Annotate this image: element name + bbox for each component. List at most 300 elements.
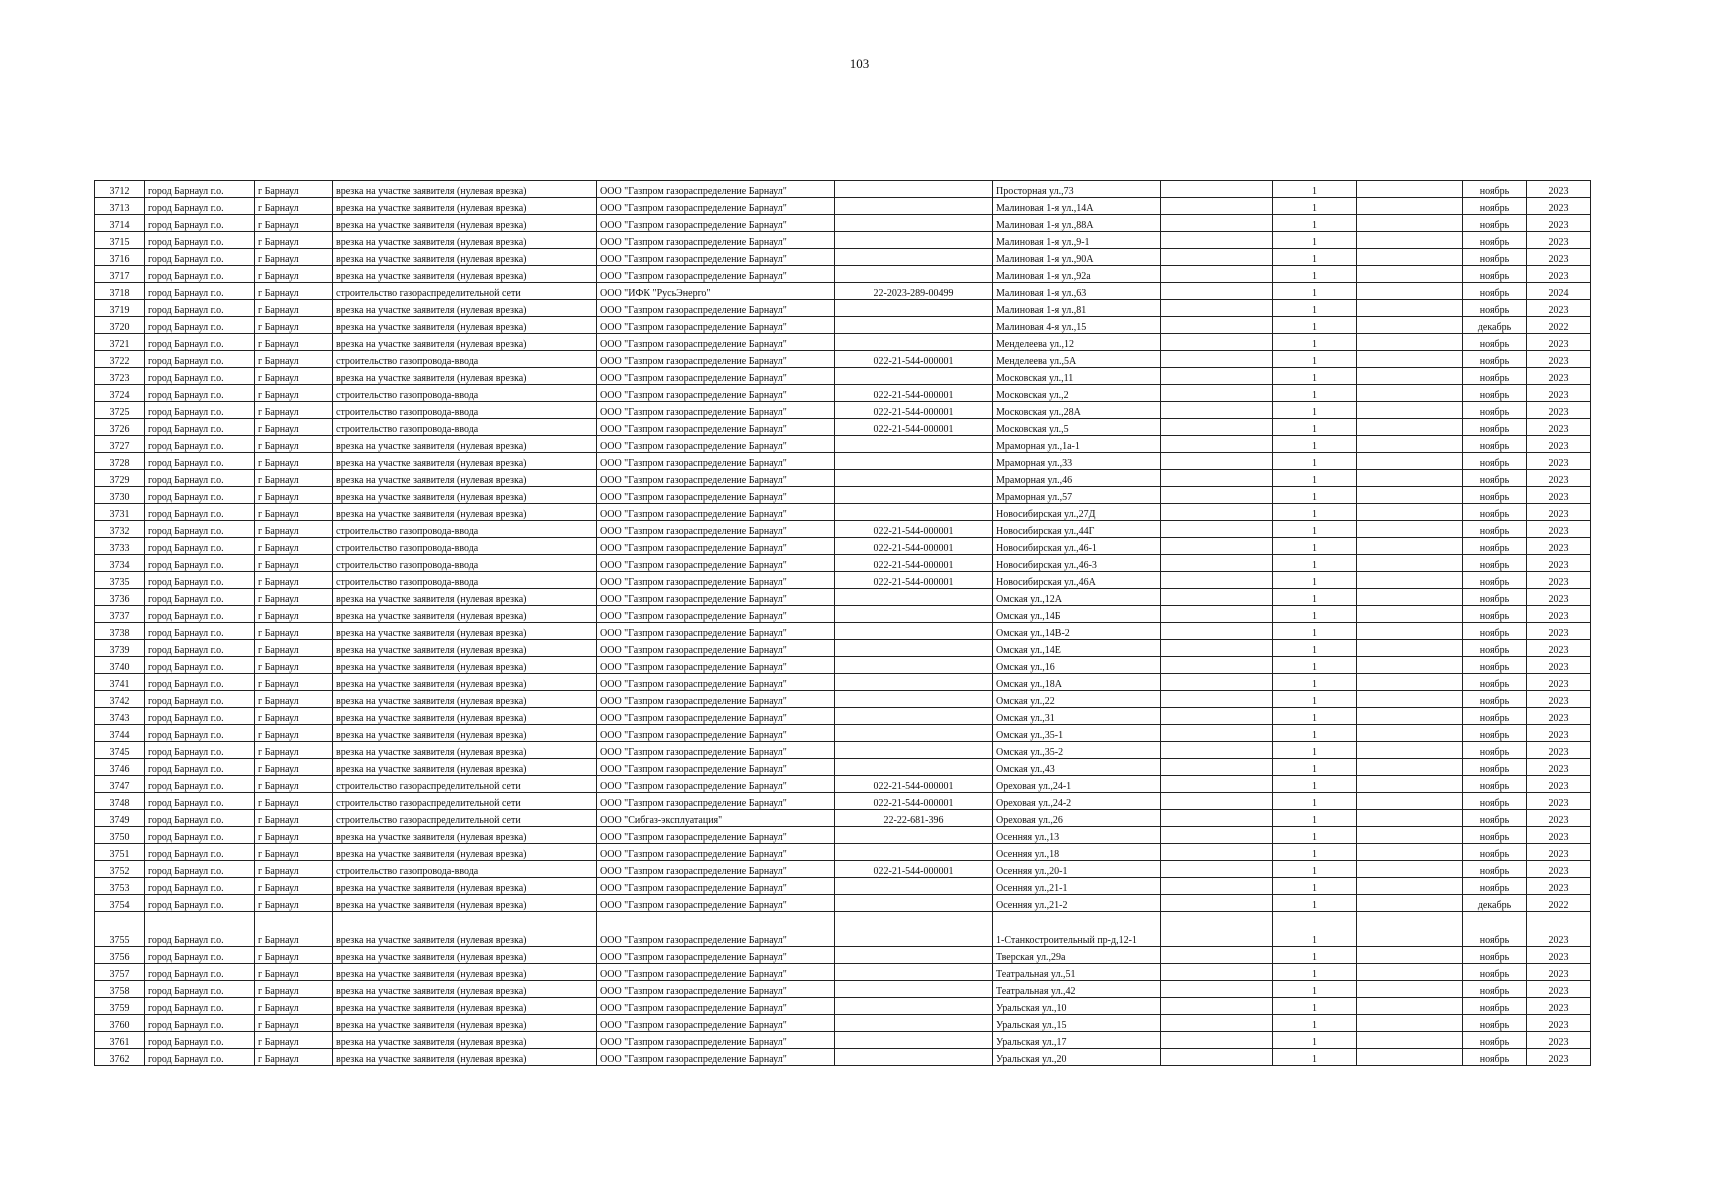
year-cell: 2023 (1527, 249, 1591, 266)
program-code-cell (835, 589, 993, 606)
organization-cell: ООО "Газпром газораспределение Барнаул" (597, 742, 835, 759)
month-cell: ноябрь (1463, 657, 1527, 674)
quantity-cell: 1 (1273, 538, 1357, 555)
empty-cell (1161, 470, 1273, 487)
row-number-cell: 3750 (95, 827, 145, 844)
empty-cell (1357, 742, 1463, 759)
work-type-cell: врезка на участке заявителя (нулевая врезка) (333, 657, 597, 674)
page-number: 103 (849, 56, 870, 71)
organization-cell: ООО "Газпром газораспределение Барнаул" (597, 317, 835, 334)
municipality-cell: город Барнаул г.о. (145, 861, 255, 878)
work-type-cell: врезка на участке заявителя (нулевая врезка) (333, 947, 597, 964)
table-row (95, 742, 1591, 759)
empty-cell (1357, 436, 1463, 453)
table-row (95, 419, 1591, 436)
municipality-cell: город Барнаул г.о. (145, 708, 255, 725)
municipality-cell: город Барнаул г.о. (145, 181, 255, 198)
row-number-cell: 3757 (95, 964, 145, 981)
month-cell: ноябрь (1463, 725, 1527, 742)
month-cell: ноябрь (1463, 691, 1527, 708)
municipality-cell: город Барнаул г.о. (145, 351, 255, 368)
quantity-cell: 1 (1273, 623, 1357, 640)
empty-cell (1357, 198, 1463, 215)
empty-cell (1161, 606, 1273, 623)
quantity-cell: 1 (1273, 657, 1357, 674)
row-number-cell: 3740 (95, 657, 145, 674)
month-cell: ноябрь (1463, 759, 1527, 776)
municipality-cell: город Барнаул г.о. (145, 1049, 255, 1066)
table-row (95, 470, 1591, 487)
municipality-cell: город Барнаул г.о. (145, 793, 255, 810)
month-cell: ноябрь (1463, 181, 1527, 198)
table-row (95, 708, 1591, 725)
work-type-cell: врезка на участке заявителя (нулевая врезка) (333, 249, 597, 266)
program-code-cell (835, 708, 993, 725)
address-cell: Омская ул.,22 (993, 691, 1161, 708)
organization-cell: ООО "Газпром газораспределение Барнаул" (597, 623, 835, 640)
month-cell: ноябрь (1463, 606, 1527, 623)
empty-cell (1357, 912, 1463, 947)
program-code-cell (835, 504, 993, 521)
locality-cell: г Барнаул (255, 674, 333, 691)
address-cell: Московская ул.,28А (993, 402, 1161, 419)
quantity-cell: 1 (1273, 947, 1357, 964)
address-cell: Новосибирская ул.,44Г (993, 521, 1161, 538)
work-type-cell: строительство газопровода-ввода (333, 538, 597, 555)
locality-cell: г Барнаул (255, 334, 333, 351)
locality-cell: г Барнаул (255, 266, 333, 283)
work-type-cell: врезка на участке заявителя (нулевая врезка) (333, 470, 597, 487)
program-code-cell (835, 1049, 993, 1066)
row-number-cell: 3759 (95, 998, 145, 1015)
quantity-cell: 1 (1273, 419, 1357, 436)
organization-cell: ООО "Газпром газораспределение Барнаул" (597, 504, 835, 521)
table-row (95, 844, 1591, 861)
program-code-cell (835, 674, 993, 691)
empty-cell (1161, 300, 1273, 317)
year-cell: 2023 (1527, 334, 1591, 351)
year-cell: 2023 (1527, 589, 1591, 606)
locality-cell: г Барнаул (255, 385, 333, 402)
year-cell: 2023 (1527, 776, 1591, 793)
month-cell: ноябрь (1463, 964, 1527, 981)
quantity-cell: 1 (1273, 198, 1357, 215)
year-cell: 2022 (1527, 317, 1591, 334)
month-cell: ноябрь (1463, 334, 1527, 351)
program-code-cell (835, 827, 993, 844)
address-cell: Омская ул.,14В-2 (993, 623, 1161, 640)
quantity-cell: 1 (1273, 436, 1357, 453)
municipality-cell: город Барнаул г.о. (145, 232, 255, 249)
organization-cell: ООО "Газпром газораспределение Барнаул" (597, 674, 835, 691)
empty-cell (1357, 947, 1463, 964)
table-row (95, 572, 1591, 589)
empty-cell (1357, 708, 1463, 725)
work-type-cell: врезка на участке заявителя (нулевая врезка) (333, 215, 597, 232)
program-code-cell (835, 947, 993, 964)
work-type-cell: врезка на участке заявителя (нулевая врезка) (333, 844, 597, 861)
row-number-cell: 3726 (95, 419, 145, 436)
empty-cell (1357, 385, 1463, 402)
work-type-cell: врезка на участке заявителя (нулевая врезка) (333, 623, 597, 640)
municipality-cell: город Барнаул г.о. (145, 589, 255, 606)
row-number-cell: 3725 (95, 402, 145, 419)
locality-cell: г Барнаул (255, 198, 333, 215)
row-number-cell: 3716 (95, 249, 145, 266)
address-cell: Малиновая 4-я ул.,15 (993, 317, 1161, 334)
year-cell: 2023 (1527, 368, 1591, 385)
address-cell: Ореховая ул.,24-1 (993, 776, 1161, 793)
organization-cell: ООО "Газпром газораспределение Барнаул" (597, 947, 835, 964)
organization-cell: ООО "Газпром газораспределение Барнаул" (597, 351, 835, 368)
year-cell: 2023 (1527, 266, 1591, 283)
address-cell: Московская ул.,5 (993, 419, 1161, 436)
organization-cell: ООО "Газпром газораспределение Барнаул" (597, 555, 835, 572)
table-row (95, 691, 1591, 708)
program-code-cell (835, 334, 993, 351)
address-cell: Ореховая ул.,26 (993, 810, 1161, 827)
work-type-cell: врезка на участке заявителя (нулевая врезка) (333, 912, 597, 947)
quantity-cell: 1 (1273, 555, 1357, 572)
table-row (95, 436, 1591, 453)
table-row (95, 998, 1591, 1015)
table-body (95, 181, 1591, 1066)
work-type-cell: строительство газопровода-ввода (333, 385, 597, 402)
locality-cell: г Барнаул (255, 998, 333, 1015)
empty-cell (1161, 385, 1273, 402)
work-type-cell: врезка на участке заявителя (нулевая врезка) (333, 181, 597, 198)
work-type-cell: врезка на участке заявителя (нулевая врезка) (333, 300, 597, 317)
work-type-cell: врезка на участке заявителя (нулевая врезка) (333, 742, 597, 759)
municipality-cell: город Барнаул г.о. (145, 657, 255, 674)
address-cell: Малиновая 1-я ул.,9-1 (993, 232, 1161, 249)
locality-cell: г Барнаул (255, 368, 333, 385)
month-cell: ноябрь (1463, 1032, 1527, 1049)
year-cell: 2023 (1527, 436, 1591, 453)
month-cell: ноябрь (1463, 776, 1527, 793)
address-cell: Осенняя ул.,21-1 (993, 878, 1161, 895)
municipality-cell: город Барнаул г.о. (145, 827, 255, 844)
program-code-cell (835, 998, 993, 1015)
address-cell: Омская ул.,35-1 (993, 725, 1161, 742)
quantity-cell: 1 (1273, 504, 1357, 521)
table-row (95, 300, 1591, 317)
work-type-cell: строительство газопровода-ввода (333, 419, 597, 436)
month-cell: ноябрь (1463, 453, 1527, 470)
year-cell: 2023 (1527, 640, 1591, 657)
locality-cell: г Барнаул (255, 419, 333, 436)
year-cell: 2023 (1527, 947, 1591, 964)
empty-cell (1161, 538, 1273, 555)
table-row (95, 198, 1591, 215)
organization-cell: ООО "Газпром газораспределение Барнаул" (597, 895, 835, 912)
work-type-cell: строительство газораспределительной сети (333, 810, 597, 827)
organization-cell: ООО "Газпром газораспределение Барнаул" (597, 249, 835, 266)
program-code-cell (835, 691, 993, 708)
empty-cell (1161, 657, 1273, 674)
work-type-cell: врезка на участке заявителя (нулевая врезка) (333, 334, 597, 351)
program-code-cell (835, 300, 993, 317)
quantity-cell: 1 (1273, 487, 1357, 504)
work-type-cell: врезка на участке заявителя (нулевая врезка) (333, 606, 597, 623)
locality-cell: г Барнаул (255, 351, 333, 368)
empty-cell (1357, 623, 1463, 640)
organization-cell: ООО "Газпром газораспределение Барнаул" (597, 691, 835, 708)
municipality-cell: город Барнаул г.о. (145, 606, 255, 623)
quantity-cell: 1 (1273, 283, 1357, 300)
quantity-cell: 1 (1273, 691, 1357, 708)
organization-cell: ООО "Газпром газораспределение Барнаул" (597, 793, 835, 810)
work-type-cell: врезка на участке заявителя (нулевая врезка) (333, 1032, 597, 1049)
row-number-cell: 3755 (95, 912, 145, 947)
organization-cell: ООО "Газпром газораспределение Барнаул" (597, 572, 835, 589)
program-code-cell: 022-21-544-000001 (835, 555, 993, 572)
locality-cell: г Барнаул (255, 249, 333, 266)
address-cell: Московская ул.,2 (993, 385, 1161, 402)
empty-cell (1357, 215, 1463, 232)
year-cell: 2023 (1527, 793, 1591, 810)
address-cell: Новосибирская ул.,46А (993, 572, 1161, 589)
month-cell: ноябрь (1463, 300, 1527, 317)
empty-cell (1357, 334, 1463, 351)
program-code-cell: 022-21-544-000001 (835, 572, 993, 589)
empty-cell (1357, 402, 1463, 419)
work-type-cell: врезка на участке заявителя (нулевая врезка) (333, 981, 597, 998)
empty-cell (1357, 657, 1463, 674)
address-cell: Мраморная ул.,1а-1 (993, 436, 1161, 453)
year-cell: 2023 (1527, 300, 1591, 317)
table-row (95, 504, 1591, 521)
organization-cell: ООО "Газпром газораспределение Барнаул" (597, 964, 835, 981)
program-code-cell (835, 844, 993, 861)
row-number-cell: 3718 (95, 283, 145, 300)
organization-cell: ООО "Газпром газораспределение Барнаул" (597, 981, 835, 998)
row-number-cell: 3758 (95, 981, 145, 998)
municipality-cell: город Барнаул г.о. (145, 300, 255, 317)
empty-cell (1161, 572, 1273, 589)
municipality-cell: город Барнаул г.о. (145, 368, 255, 385)
year-cell: 2024 (1527, 283, 1591, 300)
organization-cell: ООО "Газпром газораспределение Барнаул" (597, 1032, 835, 1049)
municipality-cell: город Барнаул г.о. (145, 878, 255, 895)
quantity-cell: 1 (1273, 674, 1357, 691)
empty-cell (1357, 487, 1463, 504)
organization-cell: ООО "Газпром газораспределение Барнаул" (597, 759, 835, 776)
empty-cell (1357, 368, 1463, 385)
quantity-cell: 1 (1273, 981, 1357, 998)
organization-cell: ООО "Газпром газораспределение Барнаул" (597, 878, 835, 895)
locality-cell: г Барнаул (255, 691, 333, 708)
row-number-cell: 3753 (95, 878, 145, 895)
table-row (95, 861, 1591, 878)
organization-cell: ООО "Газпром газораспределение Барнаул" (597, 470, 835, 487)
work-type-cell: врезка на участке заявителя (нулевая врезка) (333, 232, 597, 249)
empty-cell (1161, 198, 1273, 215)
table-row (95, 674, 1591, 691)
month-cell: ноябрь (1463, 844, 1527, 861)
locality-cell: г Барнаул (255, 759, 333, 776)
empty-cell (1357, 674, 1463, 691)
work-type-cell: врезка на участке заявителя (нулевая врезка) (333, 640, 597, 657)
quantity-cell: 1 (1273, 470, 1357, 487)
row-number-cell: 3724 (95, 385, 145, 402)
address-cell: Малиновая 1-я ул.,92а (993, 266, 1161, 283)
row-number-cell: 3733 (95, 538, 145, 555)
table-row (95, 351, 1591, 368)
year-cell: 2023 (1527, 487, 1591, 504)
municipality-cell: город Барнаул г.о. (145, 759, 255, 776)
municipality-cell: город Барнаул г.о. (145, 334, 255, 351)
empty-cell (1161, 912, 1273, 947)
row-number-cell: 3721 (95, 334, 145, 351)
year-cell: 2023 (1527, 198, 1591, 215)
organization-cell: ООО "Газпром газораспределение Барнаул" (597, 589, 835, 606)
quantity-cell: 1 (1273, 368, 1357, 385)
address-cell: Осенняя ул.,21-2 (993, 895, 1161, 912)
address-cell: Просторная ул.,73 (993, 181, 1161, 198)
organization-cell: ООО "Газпром газораспределение Барнаул" (597, 334, 835, 351)
program-code-cell (835, 453, 993, 470)
program-code-cell: 022-21-544-000001 (835, 385, 993, 402)
empty-cell (1161, 589, 1273, 606)
month-cell: ноябрь (1463, 198, 1527, 215)
program-code-cell: 022-21-544-000001 (835, 793, 993, 810)
locality-cell: г Барнаул (255, 623, 333, 640)
address-cell: Театральная ул.,42 (993, 981, 1161, 998)
work-type-cell: врезка на участке заявителя (нулевая врезка) (333, 964, 597, 981)
quantity-cell: 1 (1273, 861, 1357, 878)
municipality-cell: город Барнаул г.о. (145, 964, 255, 981)
work-type-cell: врезка на участке заявителя (нулевая врезка) (333, 317, 597, 334)
work-type-cell: врезка на участке заявителя (нулевая врезка) (333, 878, 597, 895)
quantity-cell: 1 (1273, 1049, 1357, 1066)
municipality-cell: город Барнаул г.о. (145, 266, 255, 283)
program-code-cell (835, 895, 993, 912)
organization-cell: ООО "Газпром газораспределение Барнаул" (597, 1049, 835, 1066)
municipality-cell: город Барнаул г.о. (145, 1015, 255, 1032)
table-row (95, 776, 1591, 793)
empty-cell (1161, 232, 1273, 249)
municipality-cell: город Барнаул г.о. (145, 947, 255, 964)
month-cell: ноябрь (1463, 266, 1527, 283)
address-cell: Московская ул.,11 (993, 368, 1161, 385)
quantity-cell: 1 (1273, 351, 1357, 368)
table-row (95, 1049, 1591, 1066)
locality-cell: г Барнаул (255, 317, 333, 334)
municipality-cell: город Барнаул г.о. (145, 725, 255, 742)
organization-cell: ООО "Газпром газораспределение Барнаул" (597, 776, 835, 793)
row-number-cell: 3713 (95, 198, 145, 215)
empty-cell (1357, 538, 1463, 555)
quantity-cell: 1 (1273, 810, 1357, 827)
address-cell: Уральская ул.,20 (993, 1049, 1161, 1066)
year-cell: 2023 (1527, 981, 1591, 998)
year-cell: 2023 (1527, 555, 1591, 572)
empty-cell (1357, 453, 1463, 470)
year-cell: 2023 (1527, 623, 1591, 640)
row-number-cell: 3741 (95, 674, 145, 691)
municipality-cell: город Барнаул г.о. (145, 912, 255, 947)
month-cell: ноябрь (1463, 351, 1527, 368)
work-type-cell: врезка на участке заявителя (нулевая врезка) (333, 1049, 597, 1066)
work-type-cell: врезка на участке заявителя (нулевая врезка) (333, 453, 597, 470)
gasification-table (94, 180, 1591, 1066)
quantity-cell: 1 (1273, 640, 1357, 657)
program-code-cell: 022-21-544-000001 (835, 776, 993, 793)
year-cell: 2023 (1527, 419, 1591, 436)
empty-cell (1161, 453, 1273, 470)
locality-cell: г Барнаул (255, 181, 333, 198)
work-type-cell: врезка на участке заявителя (нулевая врезка) (333, 725, 597, 742)
quantity-cell: 1 (1273, 317, 1357, 334)
empty-cell (1161, 266, 1273, 283)
month-cell: ноябрь (1463, 368, 1527, 385)
address-cell: Малиновая 1-я ул.,63 (993, 283, 1161, 300)
month-cell: ноябрь (1463, 402, 1527, 419)
address-cell: Малиновая 1-я ул.,14А (993, 198, 1161, 215)
empty-cell (1161, 215, 1273, 232)
year-cell: 2023 (1527, 998, 1591, 1015)
row-number-cell: 3714 (95, 215, 145, 232)
organization-cell: ООО "Газпром газораспределение Барнаул" (597, 657, 835, 674)
address-cell: Менделеева ул.,12 (993, 334, 1161, 351)
empty-cell (1357, 725, 1463, 742)
month-cell: ноябрь (1463, 912, 1527, 947)
municipality-cell: город Барнаул г.о. (145, 998, 255, 1015)
municipality-cell: город Барнаул г.о. (145, 198, 255, 215)
row-number-cell: 3728 (95, 453, 145, 470)
table-row (95, 555, 1591, 572)
year-cell: 2023 (1527, 521, 1591, 538)
quantity-cell: 1 (1273, 793, 1357, 810)
table-row (95, 640, 1591, 657)
municipality-cell: город Барнаул г.о. (145, 981, 255, 998)
row-number-cell: 3743 (95, 708, 145, 725)
row-number-cell: 3751 (95, 844, 145, 861)
municipality-cell: город Барнаул г.о. (145, 283, 255, 300)
table-row (95, 623, 1591, 640)
organization-cell: ООО "Газпром газораспределение Барнаул" (597, 368, 835, 385)
locality-cell: г Барнаул (255, 844, 333, 861)
empty-cell (1161, 1015, 1273, 1032)
municipality-cell: город Барнаул г.о. (145, 623, 255, 640)
program-code-cell (835, 470, 993, 487)
locality-cell: г Барнаул (255, 657, 333, 674)
table-row (95, 810, 1591, 827)
empty-cell (1357, 181, 1463, 198)
work-type-cell: врезка на участке заявителя (нулевая врезка) (333, 998, 597, 1015)
locality-cell: г Барнаул (255, 572, 333, 589)
empty-cell (1161, 674, 1273, 691)
row-number-cell: 3747 (95, 776, 145, 793)
quantity-cell: 1 (1273, 215, 1357, 232)
quantity-cell: 1 (1273, 827, 1357, 844)
quantity-cell: 1 (1273, 606, 1357, 623)
work-type-cell: строительство газораспределительной сети (333, 793, 597, 810)
empty-cell (1161, 776, 1273, 793)
locality-cell: г Барнаул (255, 1015, 333, 1032)
row-number-cell: 3752 (95, 861, 145, 878)
municipality-cell: город Барнаул г.о. (145, 674, 255, 691)
address-cell: Новосибирская ул.,27Д (993, 504, 1161, 521)
year-cell: 2023 (1527, 691, 1591, 708)
row-number-cell: 3736 (95, 589, 145, 606)
empty-cell (1161, 947, 1273, 964)
row-number-cell: 3731 (95, 504, 145, 521)
month-cell: ноябрь (1463, 1049, 1527, 1066)
empty-cell (1357, 810, 1463, 827)
row-number-cell: 3749 (95, 810, 145, 827)
